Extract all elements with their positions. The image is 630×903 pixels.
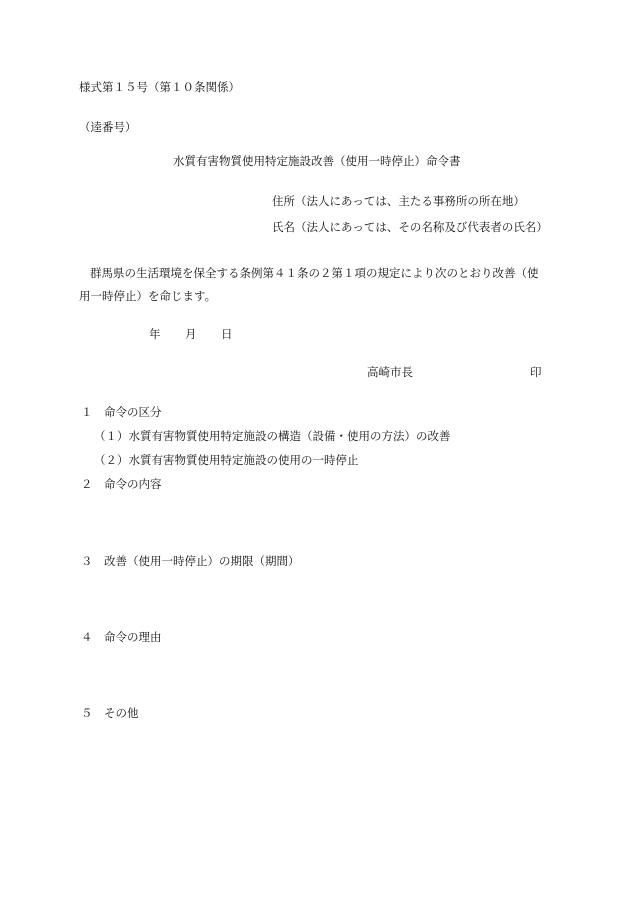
addressee-address: 住所（法人にあっては、主たる事務所の所在地） bbox=[272, 194, 525, 208]
date-day: 日 bbox=[221, 327, 233, 341]
issuer-name: 高崎市長 bbox=[367, 365, 413, 379]
date-month: 月 bbox=[185, 327, 197, 341]
section-1-option-1: （１）水質有害物質使用特定施設の構造（設備・使用の方法）の改善 bbox=[94, 429, 451, 443]
serial-number: （逵番号） bbox=[79, 120, 137, 134]
section-1-option-2: （２）水質有害物質使用特定施設の使用の一時停止 bbox=[94, 453, 359, 467]
section-5-heading: ５ その他 bbox=[81, 706, 139, 720]
date-line bbox=[0, 326, 630, 342]
body-text-line-1: 群馬県の生活環境を保全する条例第４１条の２第１項の規定により次のとおり改善（使 bbox=[90, 266, 539, 280]
date-year: 年 bbox=[149, 327, 161, 341]
form-number: 様式第１５号（第１０条関係） bbox=[79, 80, 240, 94]
body-text-line-2: 用一時停止）を命じます。 bbox=[79, 289, 217, 303]
issuer-seal: 印 bbox=[530, 365, 542, 379]
section-1-heading: １ 命令の区分 bbox=[81, 405, 162, 419]
section-3-heading: ３ 改善（使用一時停止）の期限（期間） bbox=[81, 554, 300, 568]
section-2-heading: ２ 命令の内容 bbox=[81, 477, 162, 491]
addressee-name: 氏名（法人にあっては、その名称及び代表者の氏名） bbox=[272, 220, 548, 234]
section-4-heading: ４ 命令の理由 bbox=[81, 630, 162, 644]
document-title: 水質有害物質使用特定施設改善（使用一時停止）命令書 bbox=[173, 154, 461, 168]
